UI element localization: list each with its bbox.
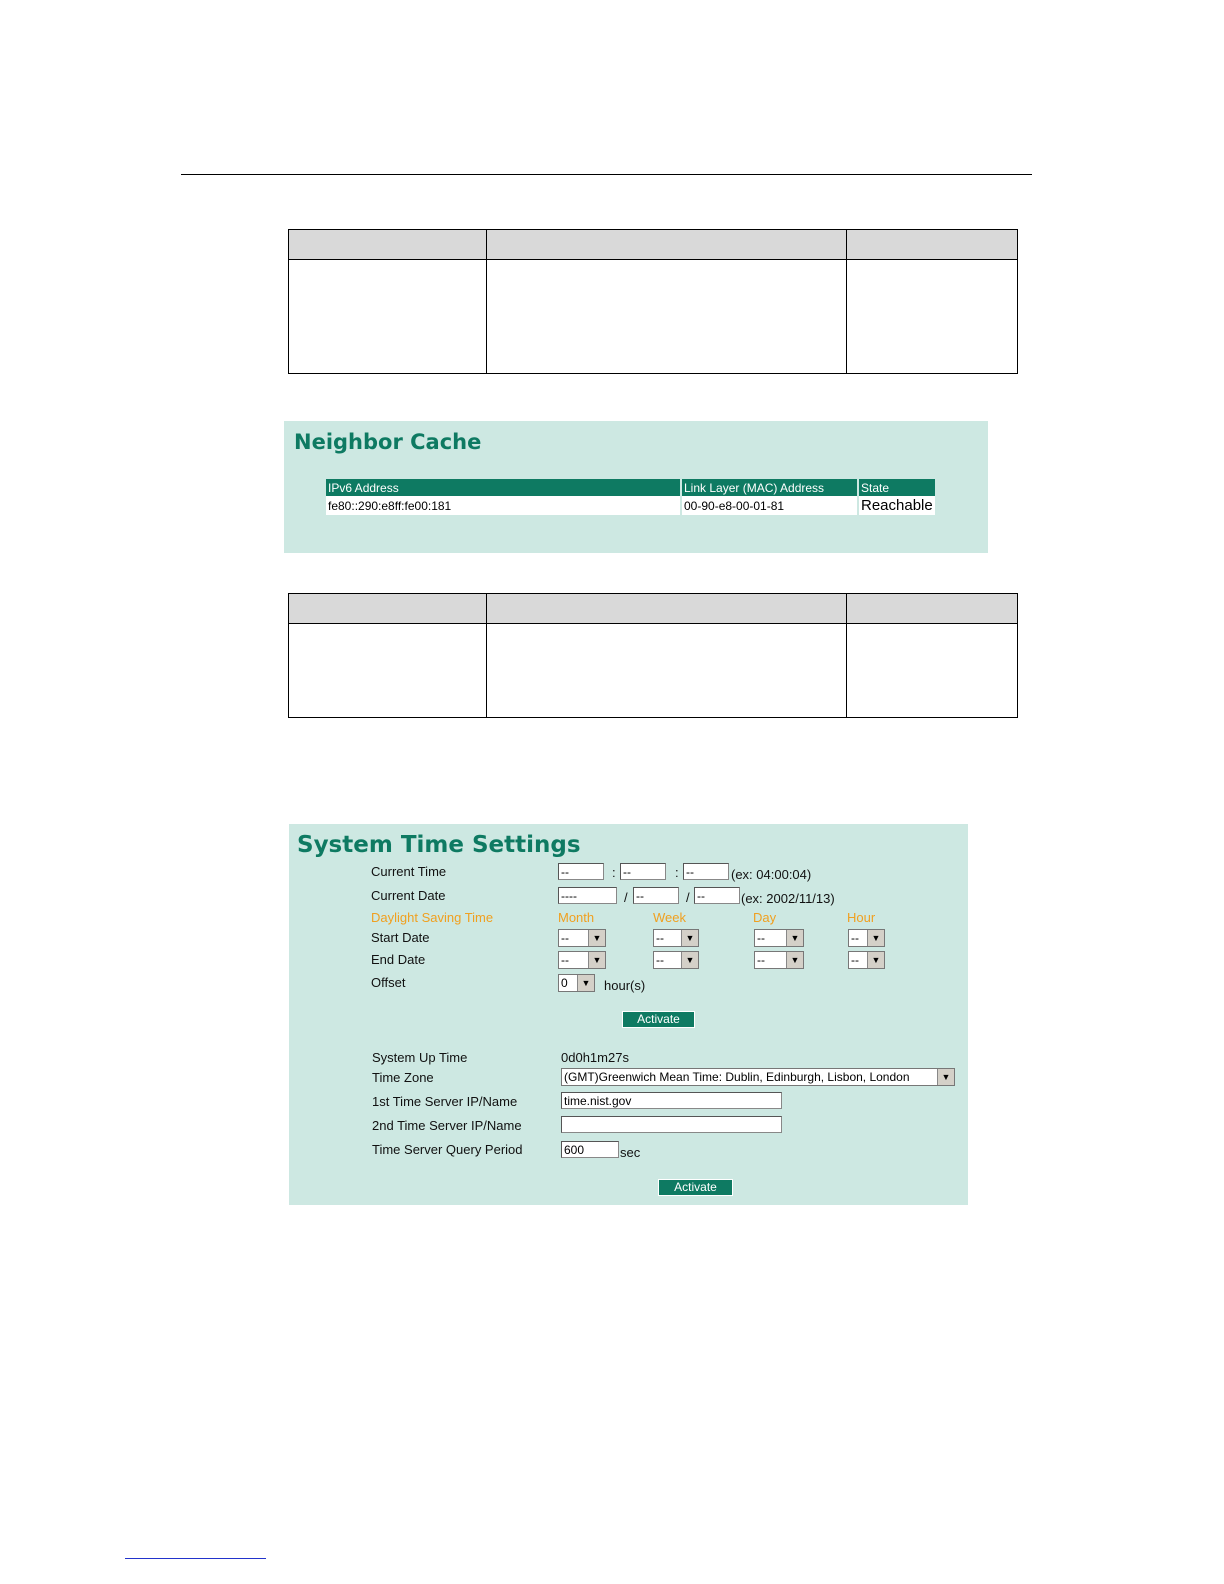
column-header-mac: Link Layer (MAC) Address [681, 479, 858, 496]
select-value: -- [851, 931, 859, 945]
dst-label: Daylight Saving Time [371, 910, 494, 925]
end-week-select[interactable] [653, 951, 699, 969]
query-period-label: Time Server Query Period [372, 1142, 523, 1157]
table-row [326, 496, 936, 515]
uptime-value: 0d0h1m27s [561, 1050, 629, 1065]
chevron-down-icon: ▼ [681, 930, 698, 946]
description-table-2 [288, 593, 1018, 718]
description-table-1 [288, 229, 1018, 374]
select-value: -- [656, 931, 664, 945]
end-month-select[interactable] [558, 951, 606, 969]
chevron-down-icon: ▼ [588, 930, 605, 946]
panel-title: System Time Settings [297, 832, 581, 858]
end-hour-select[interactable] [848, 951, 885, 969]
timezone-select[interactable] [561, 1068, 955, 1086]
start-date-label: Start Date [371, 930, 430, 945]
second-input[interactable]: -- [683, 863, 729, 880]
chevron-down-icon: ▼ [867, 952, 884, 968]
select-value: -- [757, 953, 765, 967]
chevron-down-icon: ▼ [867, 930, 884, 946]
server1-input[interactable]: time.nist.gov [561, 1092, 782, 1109]
chevron-down-icon: ▼ [577, 975, 594, 991]
day-input[interactable]: -- [694, 887, 740, 904]
header-rule [181, 174, 1032, 175]
cell-mac: 00-90-e8-00-01-81 [681, 496, 858, 515]
column-header-ipv6: IPv6 Address [326, 479, 681, 496]
start-day-select[interactable] [754, 929, 804, 947]
table-cell [487, 624, 847, 718]
start-month-select[interactable] [558, 929, 606, 947]
table-header-cell [847, 230, 1018, 260]
select-value: 0 [561, 976, 568, 990]
select-value: -- [757, 931, 765, 945]
minute-input[interactable]: -- [620, 863, 666, 880]
dst-col-day: Day [753, 910, 777, 925]
neighbor-cache-panel [284, 421, 988, 553]
current-date-label: Current Date [371, 888, 446, 903]
date-example: (ex: 2002/11/13) [741, 891, 835, 906]
query-period-unit: sec [620, 1145, 641, 1160]
server2-input[interactable] [561, 1116, 782, 1133]
table-cell [289, 260, 487, 374]
chevron-down-icon: ▼ [937, 1069, 954, 1085]
query-period-input[interactable]: 600 [561, 1141, 619, 1158]
select-value: -- [851, 953, 859, 967]
end-date-label: End Date [371, 952, 426, 967]
time-separator: : [612, 865, 616, 880]
end-day-select[interactable] [754, 951, 804, 969]
table-cell [847, 260, 1018, 374]
select-value: (GMT)Greenwich Mean Time: Dublin, Edinburgh, Lisbon, London [564, 1070, 910, 1084]
offset-label: Offset [371, 975, 406, 990]
server2-label: 2nd Time Server IP/Name [372, 1118, 522, 1133]
cell-state: Reachable [858, 496, 936, 515]
current-time-label: Current Time [371, 864, 447, 879]
table-header-cell [289, 230, 487, 260]
uptime-label: System Up Time [372, 1050, 468, 1065]
hour-input[interactable]: -- [558, 863, 604, 880]
dst-col-hour: Hour [847, 910, 876, 925]
footer-link-underline [125, 1558, 266, 1559]
table-header-cell [847, 594, 1018, 624]
date-separator: / [686, 890, 690, 905]
chevron-down-icon: ▼ [681, 952, 698, 968]
table-cell [847, 624, 1018, 718]
column-header-state: State [858, 479, 936, 496]
select-value: -- [561, 931, 569, 945]
activate-button[interactable]: Activate [622, 1011, 695, 1028]
offset-select[interactable] [558, 974, 595, 992]
table-header-cell [487, 594, 847, 624]
table-header-cell [487, 230, 847, 260]
dst-col-week: Week [653, 910, 686, 925]
chevron-down-icon: ▼ [588, 952, 605, 968]
date-separator: / [624, 890, 628, 905]
system-time-panel [289, 824, 968, 1205]
select-value: -- [561, 953, 569, 967]
cell-ipv6: fe80::290:e8ff:fe00:181 [326, 496, 681, 515]
year-input[interactable]: ---- [558, 887, 617, 904]
time-separator: : [675, 865, 679, 880]
server1-label: 1st Time Server IP/Name [372, 1094, 518, 1109]
chevron-down-icon: ▼ [786, 930, 803, 946]
timezone-label: Time Zone [372, 1070, 434, 1085]
table-header-cell [289, 594, 487, 624]
time-example: (ex: 04:00:04) [731, 867, 812, 882]
start-hour-select[interactable] [848, 929, 885, 947]
panel-title: Neighbor Cache [294, 430, 482, 454]
offset-unit: hour(s) [604, 978, 646, 993]
month-input[interactable]: -- [633, 887, 679, 904]
neighbor-cache-table [326, 479, 937, 515]
start-week-select[interactable] [653, 929, 699, 947]
activate-button-2[interactable]: Activate [658, 1179, 733, 1196]
table-cell [487, 260, 847, 374]
dst-col-month: Month [558, 910, 595, 925]
select-value: -- [656, 953, 664, 967]
chevron-down-icon: ▼ [786, 952, 803, 968]
table-cell [289, 624, 487, 718]
